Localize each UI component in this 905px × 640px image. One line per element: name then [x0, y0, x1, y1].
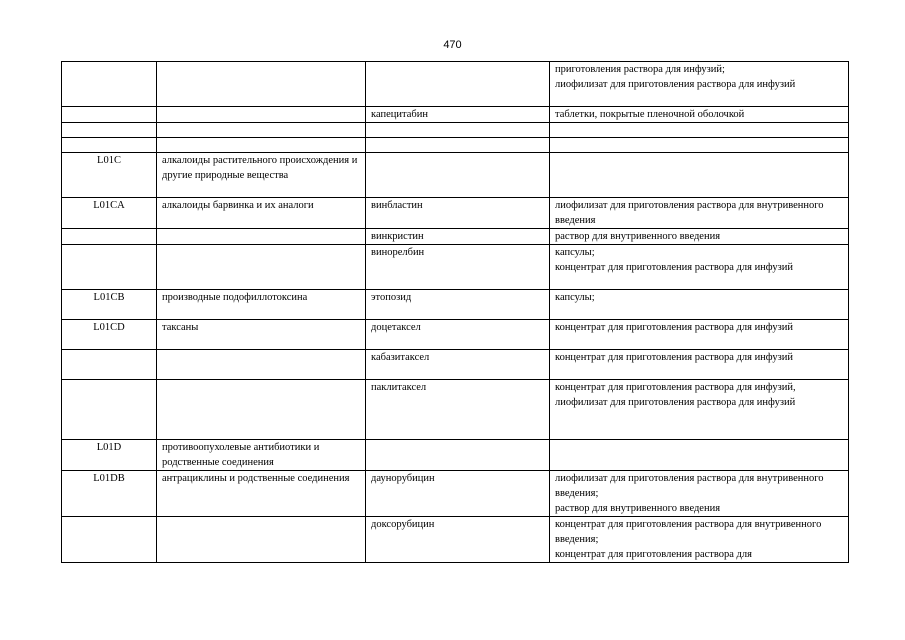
table-row	[62, 320, 849, 350]
atc-code-cell	[62, 229, 157, 245]
drug-name-cell: капецитабин	[366, 107, 550, 123]
atc-code-cell	[62, 138, 157, 153]
drug-name-cell: винорелбин	[366, 245, 550, 290]
dosage-form-cell	[550, 138, 849, 153]
table-row	[62, 290, 849, 320]
atc-code-cell: L01CD	[62, 320, 157, 350]
group-name-cell	[157, 62, 366, 107]
table-row	[62, 471, 849, 517]
group-name-cell	[157, 123, 366, 138]
group-name-cell: таксаны	[157, 320, 366, 350]
atc-code-cell	[62, 107, 157, 123]
drug-name-cell	[366, 138, 550, 153]
atc-code-cell	[62, 245, 157, 290]
dosage-form-cell: концентрат для приготовления раствора для внутривенного введения; концентрат для приготовления раствора для	[550, 517, 849, 563]
table-row	[62, 138, 849, 153]
group-name-cell	[157, 517, 366, 563]
table-row	[62, 153, 849, 198]
atc-code-cell	[62, 380, 157, 440]
atc-code-cell	[62, 62, 157, 107]
group-name-cell: производные подофиллотоксина	[157, 290, 366, 320]
drug-name-cell: винкристин	[366, 229, 550, 245]
atc-code-cell	[62, 350, 157, 380]
group-name-cell: алкалоиды барвинка и их аналоги	[157, 198, 366, 229]
drug-name-cell: паклитаксел	[366, 380, 550, 440]
group-name-cell	[157, 380, 366, 440]
drug-name-cell: винбластин	[366, 198, 550, 229]
dosage-form-cell: концентрат для приготовления раствора для инфузий	[550, 350, 849, 380]
dosage-form-cell: раствор для внутривенного введения	[550, 229, 849, 245]
drug-name-cell: доксорубицин	[366, 517, 550, 563]
atc-code-cell: L01CB	[62, 290, 157, 320]
drug-name-cell: доцетаксел	[366, 320, 550, 350]
group-name-cell	[157, 229, 366, 245]
dosage-form-cell	[550, 123, 849, 138]
group-name-cell: антрациклины и родственные соединения	[157, 471, 366, 517]
dosage-form-cell	[550, 153, 849, 198]
drug-name-cell	[366, 123, 550, 138]
table-row	[62, 107, 849, 123]
drug-name-cell	[366, 62, 550, 107]
drug-name-cell	[366, 440, 550, 471]
page-number: 470	[443, 39, 462, 51]
group-name-cell	[157, 107, 366, 123]
atc-code-cell: L01D	[62, 440, 157, 471]
table-row	[62, 440, 849, 471]
dosage-form-cell: концентрат для приготовления раствора для инфузий	[550, 320, 849, 350]
table-row	[62, 198, 849, 229]
dosage-form-cell: капсулы; концентрат для приготовления раствора для инфузий	[550, 245, 849, 290]
table-row	[62, 350, 849, 380]
table-row	[62, 229, 849, 245]
table-row	[62, 517, 849, 563]
drug-table	[61, 61, 849, 563]
atc-code-cell: L01CA	[62, 198, 157, 229]
table-body	[62, 62, 849, 563]
group-name-cell	[157, 350, 366, 380]
group-name-cell	[157, 245, 366, 290]
group-name-cell	[157, 138, 366, 153]
dosage-form-cell: капсулы;	[550, 290, 849, 320]
drug-name-cell: кабазитаксел	[366, 350, 550, 380]
drug-name-cell	[366, 153, 550, 198]
table-row	[62, 123, 849, 138]
atc-code-cell: L01DB	[62, 471, 157, 517]
dosage-form-cell: лиофилизат для приготовления раствора для внутривенного введения	[550, 198, 849, 229]
dosage-form-cell: таблетки, покрытые пленочной оболочкой	[550, 107, 849, 123]
drug-name-cell: даунорубицин	[366, 471, 550, 517]
atc-code-cell: L01C	[62, 153, 157, 198]
group-name-cell: противоопухолевые антибиотики и родственные соединения	[157, 440, 366, 471]
drug-name-cell: этопозид	[366, 290, 550, 320]
dosage-form-cell: лиофилизат для приготовления раствора для внутривенного введения; раствор для внутривенного введения	[550, 471, 849, 517]
atc-code-cell	[62, 123, 157, 138]
atc-code-cell	[62, 517, 157, 563]
dosage-form-cell: приготовления раствора для инфузий; лиофилизат для приготовления раствора для инфузий	[550, 62, 849, 107]
group-name-cell: алкалоиды растительного происхождения и другие природные вещества	[157, 153, 366, 198]
dosage-form-cell	[550, 440, 849, 471]
table-row	[62, 62, 849, 107]
table-row	[62, 380, 849, 440]
dosage-form-cell: концентрат для приготовления раствора для инфузий, лиофилизат для приготовления раствора для инфузий	[550, 380, 849, 440]
table-row	[62, 245, 849, 290]
